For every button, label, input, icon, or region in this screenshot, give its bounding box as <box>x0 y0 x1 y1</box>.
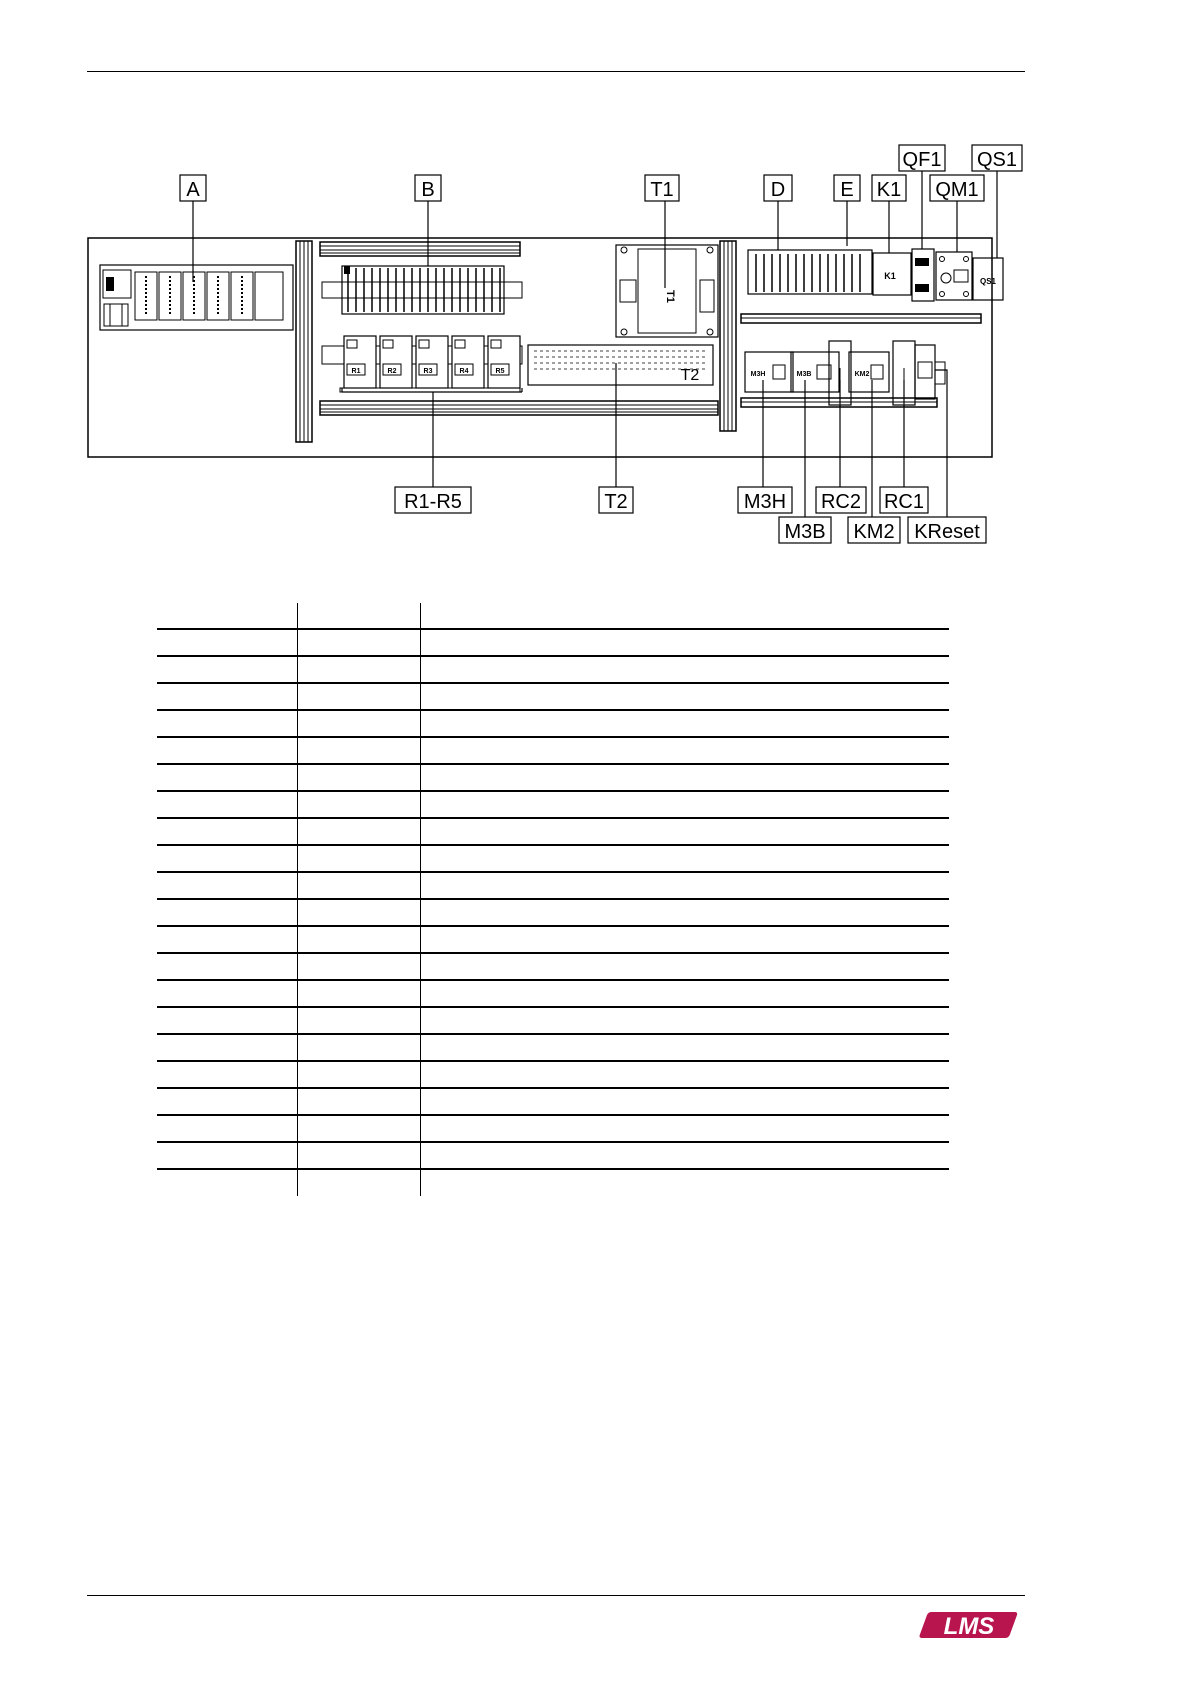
callout-b <box>415 175 441 201</box>
table-cell <box>421 710 950 737</box>
callout-a <box>180 175 206 201</box>
svg-text:D: D <box>770 179 786 201</box>
component-km2-label: KM2 <box>854 371 870 378</box>
table-cell <box>157 872 298 899</box>
svg-text:QF1: QF1 <box>902 149 942 171</box>
table-cell <box>157 629 298 656</box>
svg-text:QM1: QM1 <box>935 179 979 201</box>
table-cell <box>157 683 298 710</box>
svg-text:T1: T1 <box>650 179 674 201</box>
table-cell <box>157 980 298 1007</box>
table-row <box>157 980 949 1007</box>
callout-m3b <box>779 517 831 543</box>
component-m3b <box>791 352 839 392</box>
table-cell <box>157 603 298 629</box>
table-cell <box>157 1061 298 1088</box>
callout-km2 <box>848 517 900 543</box>
table-cell <box>298 1169 421 1196</box>
callout-d <box>764 175 792 201</box>
transformer-t1 <box>616 245 718 337</box>
table-row <box>157 737 949 764</box>
contactor-k1 <box>873 253 911 295</box>
logo-text: LMS <box>943 1613 995 1640</box>
table-cell <box>421 926 950 953</box>
table-cell <box>298 1007 421 1034</box>
svg-text:A: A <box>186 179 200 201</box>
callout-r1-r5 <box>395 487 471 513</box>
component-km2 <box>849 352 889 392</box>
terminal-blocks-b <box>322 266 522 314</box>
table-row <box>157 953 949 980</box>
controller-module-a <box>100 265 293 330</box>
vertical-rail-middle <box>720 241 736 431</box>
relays-r1-r5 <box>322 336 522 392</box>
table-cell <box>421 1007 950 1034</box>
terminal-blocks-d-e <box>748 250 872 294</box>
table-cell <box>157 791 298 818</box>
table-cell <box>157 1115 298 1142</box>
svg-text:KReset: KReset <box>914 521 980 543</box>
lms-logo <box>907 1604 1027 1646</box>
table-cell <box>157 1034 298 1061</box>
table-cell <box>421 1088 950 1115</box>
table-cell <box>157 818 298 845</box>
table-row <box>157 1169 949 1196</box>
table-cell <box>298 980 421 1007</box>
table-cell <box>421 953 950 980</box>
horizontal-rails <box>320 242 981 415</box>
table-cell <box>298 603 421 629</box>
table-cell <box>298 629 421 656</box>
table-cell <box>298 1034 421 1061</box>
table-row <box>157 1115 949 1142</box>
table-cell <box>157 1142 298 1169</box>
component-t2 <box>528 345 713 385</box>
table-cell <box>298 899 421 926</box>
table-cell <box>298 926 421 953</box>
table-cell <box>421 603 950 629</box>
table-row <box>157 818 949 845</box>
callout-m3h <box>738 487 792 513</box>
table-cell <box>298 1142 421 1169</box>
callout-qf1 <box>899 145 945 171</box>
breaker-qf1 <box>912 249 934 301</box>
table-cell <box>421 872 950 899</box>
table-row <box>157 1142 949 1169</box>
table-cell <box>421 818 950 845</box>
relay-label-r2: R2 <box>387 368 397 375</box>
leader-lines <box>193 171 997 517</box>
svg-text:K1: K1 <box>876 179 902 201</box>
switch-qs1 <box>973 258 1003 300</box>
vertical-rail-left <box>296 241 312 442</box>
table-cell <box>157 1088 298 1115</box>
table-cell <box>157 710 298 737</box>
component-table <box>157 603 949 1196</box>
switch-qs1-label: QS1 <box>979 277 997 286</box>
table-row <box>157 629 949 656</box>
table-cell <box>298 791 421 818</box>
table-cell <box>157 953 298 980</box>
table-cell <box>157 764 298 791</box>
table-cell <box>421 1061 950 1088</box>
table-cell <box>298 953 421 980</box>
svg-text:QS1: QS1 <box>976 149 1018 171</box>
table-cell <box>421 1034 950 1061</box>
component-t2-label: T2 <box>680 367 700 384</box>
table-cell <box>157 845 298 872</box>
table-cell <box>157 1007 298 1034</box>
component-m3h-label: M3H <box>750 371 766 378</box>
callout-t1 <box>645 175 679 201</box>
callout-qm1 <box>930 175 984 201</box>
table-row <box>157 899 949 926</box>
table-row <box>157 791 949 818</box>
table-row <box>157 710 949 737</box>
table-row <box>157 603 949 629</box>
table-row <box>157 683 949 710</box>
callout-rc1 <box>880 487 928 513</box>
svg-text:RC1: RC1 <box>883 491 925 513</box>
svg-text:T2: T2 <box>604 491 628 513</box>
table-cell <box>298 872 421 899</box>
relay-label-r4: R4 <box>459 368 469 375</box>
electrical-panel-diagram <box>0 0 1192 560</box>
table-cell <box>157 899 298 926</box>
motor-breaker-qm1 <box>936 252 972 300</box>
table-row <box>157 1061 949 1088</box>
table-cell <box>421 980 950 1007</box>
table-cell <box>298 683 421 710</box>
table-cell <box>421 1142 950 1169</box>
table-cell <box>298 818 421 845</box>
table-row <box>157 764 949 791</box>
table-row <box>157 656 949 683</box>
table-cell <box>298 656 421 683</box>
table-cell <box>421 629 950 656</box>
svg-text:KM2: KM2 <box>853 521 895 543</box>
table-cell <box>421 683 950 710</box>
svg-text:B: B <box>421 179 435 201</box>
svg-text:R1-R5: R1-R5 <box>404 491 462 513</box>
table-cell <box>298 764 421 791</box>
callout-rc2 <box>816 487 866 513</box>
table-cell <box>157 926 298 953</box>
table-cell <box>298 710 421 737</box>
relay-label-r3: R3 <box>423 368 433 375</box>
component-table-body <box>157 603 949 1196</box>
table-cell <box>298 1061 421 1088</box>
table-cell <box>421 656 950 683</box>
callout-k1 <box>872 175 906 201</box>
table-cell <box>298 1088 421 1115</box>
component-m3h <box>745 352 793 392</box>
table-cell <box>157 1169 298 1196</box>
table-cell <box>421 1169 950 1196</box>
table-row <box>157 1007 949 1034</box>
table-row <box>157 845 949 872</box>
table-row <box>157 926 949 953</box>
contactor-k1-label: K1 <box>884 271 896 281</box>
transformer-t1-label: T1 <box>664 290 676 303</box>
table-row <box>157 872 949 899</box>
table-cell <box>421 764 950 791</box>
table-cell <box>421 899 950 926</box>
svg-text:E: E <box>840 179 854 201</box>
table-cell <box>421 737 950 764</box>
table-cell <box>157 737 298 764</box>
callout-qs1 <box>972 145 1022 171</box>
callout-kreset <box>908 517 986 543</box>
svg-text:RC2: RC2 <box>820 491 862 513</box>
callout-t2 <box>599 487 633 513</box>
component-m3b-label: M3B <box>796 371 812 378</box>
panel-outline <box>88 238 992 457</box>
svg-text:M3H: M3H <box>743 491 787 513</box>
table-cell <box>421 845 950 872</box>
table-row <box>157 1034 949 1061</box>
relay-label-r1: R1 <box>351 368 361 375</box>
table-cell <box>298 737 421 764</box>
table-cell <box>298 1115 421 1142</box>
table-cell <box>298 845 421 872</box>
callout-e <box>834 175 860 201</box>
table-row <box>157 1088 949 1115</box>
svg-text:M3B: M3B <box>784 521 826 543</box>
component-kreset <box>915 345 945 399</box>
relay-label-r5: R5 <box>495 368 505 375</box>
table-cell <box>421 791 950 818</box>
footer-rule <box>87 1595 1025 1596</box>
table-cell <box>157 656 298 683</box>
table-cell <box>421 1115 950 1142</box>
